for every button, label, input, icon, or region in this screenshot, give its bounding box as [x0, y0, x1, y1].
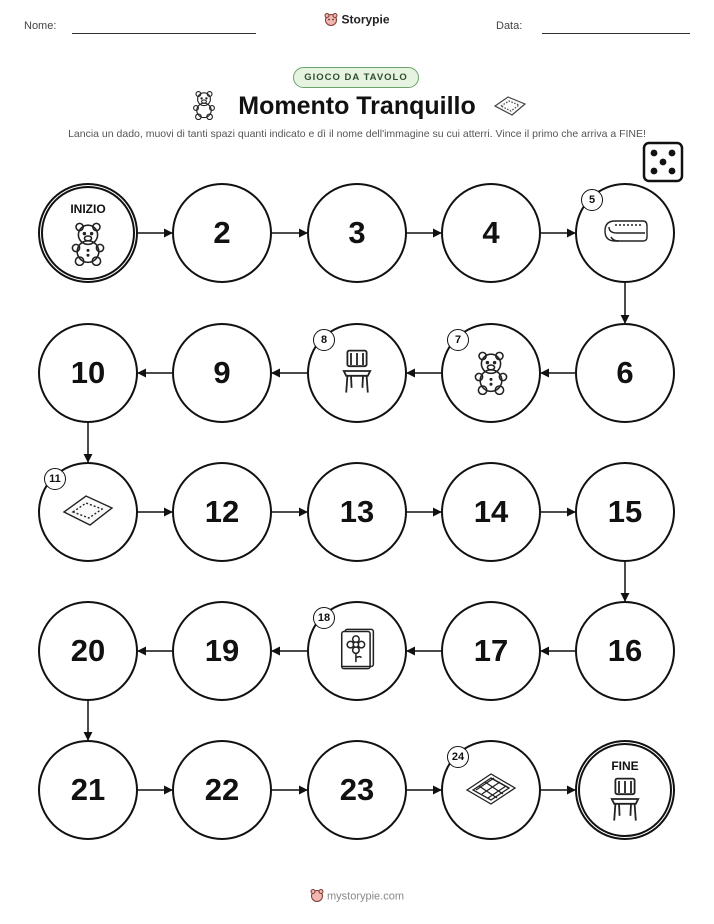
category-tag: GIOCO DA TAVOLO	[293, 67, 419, 88]
board-space-11	[38, 462, 138, 562]
page-title: Momento Tranquillo	[238, 92, 476, 120]
space-number: 23	[339, 772, 375, 807]
space-number: 6	[616, 355, 634, 390]
space-number-badge: 7	[447, 329, 469, 351]
space-number: 13	[339, 494, 375, 529]
board-space-16	[575, 601, 675, 701]
board-space-22	[172, 740, 272, 840]
board-space-19	[172, 601, 272, 701]
space-number-badge: 24	[447, 746, 469, 768]
pillow-icon	[60, 490, 116, 535]
board-space-4	[441, 183, 541, 283]
storypie-logo-icon	[310, 888, 324, 905]
space-number: 17	[473, 633, 509, 668]
finish-label: FINE	[611, 759, 639, 773]
teddy-bear-icon	[64, 218, 112, 271]
board-space-7	[441, 323, 541, 423]
board-space-23	[307, 740, 407, 840]
space-number: 16	[607, 633, 643, 668]
date-label: Data:	[496, 20, 523, 32]
space-number-badge: 11	[44, 468, 66, 490]
start-label: INIZIO	[70, 202, 106, 216]
board-space-3	[307, 183, 407, 283]
space-number: 10	[70, 355, 106, 390]
board-space-24	[441, 740, 541, 840]
board-space-5	[575, 183, 675, 283]
space-number-badge: 5	[581, 189, 603, 211]
board-space-10	[38, 323, 138, 423]
rug-icon	[463, 768, 519, 813]
chair-icon	[606, 775, 644, 828]
space-number: 2	[213, 215, 231, 250]
blanket-icon	[599, 211, 651, 256]
board-space-21	[38, 740, 138, 840]
space-number: 9	[213, 355, 231, 390]
space-number: 12	[204, 494, 240, 529]
start-space	[38, 183, 138, 283]
space-number: 3	[348, 215, 366, 250]
board-space-18	[307, 601, 407, 701]
board-space-9	[172, 323, 272, 423]
board-space-2	[172, 183, 272, 283]
board-space-17	[441, 601, 541, 701]
board-space-20	[38, 601, 138, 701]
footer	[0, 888, 714, 905]
footer-url: mystorypie.com	[326, 890, 405, 903]
space-number: 21	[70, 772, 106, 807]
brand-name: Storypie	[341, 12, 390, 27]
space-number: 22	[204, 772, 240, 807]
space-number: 19	[204, 633, 240, 668]
finish-space	[575, 740, 675, 840]
space-number: 4	[482, 215, 500, 250]
board-space-15	[575, 462, 675, 562]
space-number-badge: 8	[313, 329, 335, 351]
board-space-14	[441, 462, 541, 562]
board-space-13	[307, 462, 407, 562]
instructions: Lancia un dado, muovi di tanti spazi quanti indicato e dì il nome dell'immagine su cui atterri. Vince il primo che arriva a FINE!	[68, 128, 646, 140]
board-space-8	[307, 323, 407, 423]
chair-icon	[338, 347, 376, 400]
board-space-6	[575, 323, 675, 423]
teddy-bear-icon	[467, 347, 515, 400]
name-label: Nome:	[24, 20, 57, 32]
space-number: 20	[70, 633, 106, 668]
space-number: 14	[473, 494, 509, 529]
space-number: 15	[607, 494, 643, 529]
space-number-badge: 18	[313, 607, 335, 629]
flower-book-icon	[335, 625, 379, 678]
board-space-12	[172, 462, 272, 562]
